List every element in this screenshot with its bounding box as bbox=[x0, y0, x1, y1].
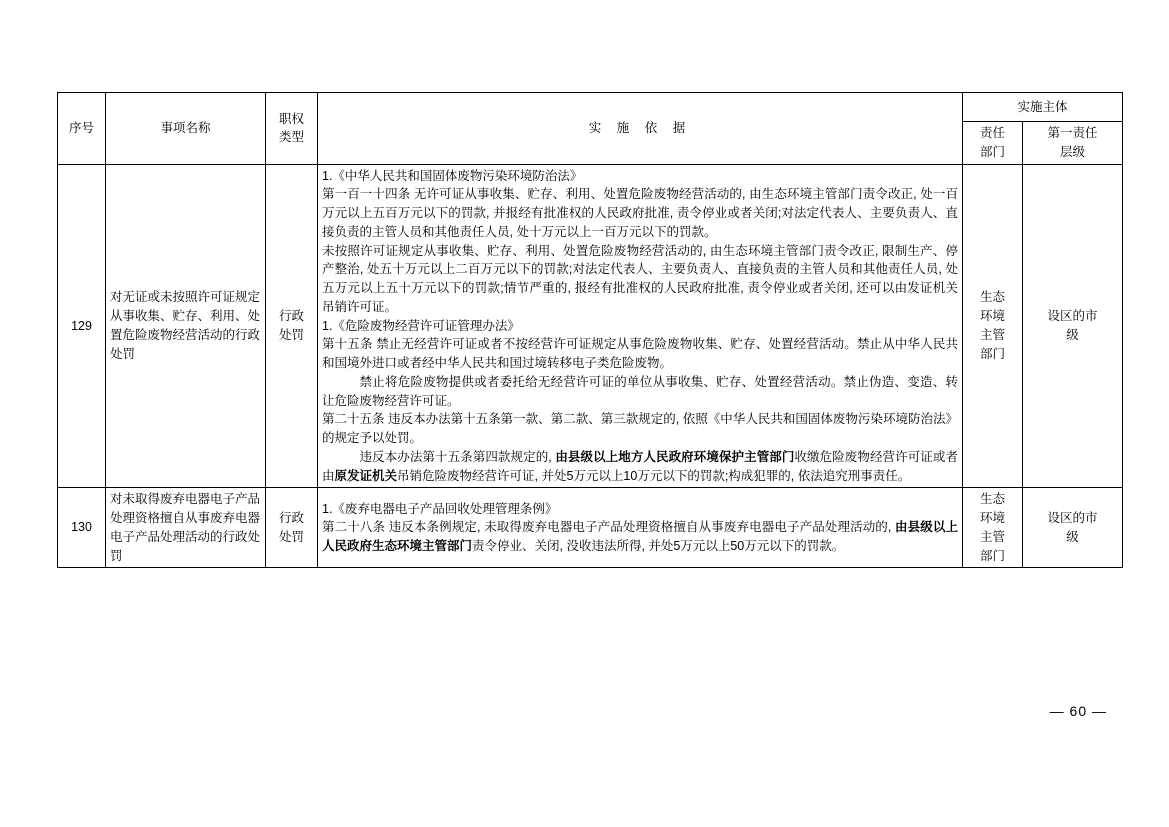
basis-text: 第十五条 禁止无经营许可证或者不按经营许可证规定从事危险废物收集、贮存、处置经营活动。禁止从中华人民共和国境外进口或者经中华人民共和国过境转移电子类危险废物。 bbox=[322, 337, 958, 370]
basis-paragraph bbox=[322, 448, 958, 486]
basis-text: 未按照许可证规定从事收集、贮存、利用、处置危险废物经营活动的, 由生态环境主管部门责令改正, 限制生产、停产整治, 处五十万元以上二百万元以下的罚款;对法定代表人、主要负责人、直接负责的主管人员和其他责任人员, 处五万元以上五十万元以下的罚款;情节严重的, 报经有批准权的人民政府批准, 责令停业或者关闭, 还可以由发证机关吊销许可证。 bbox=[322, 243, 958, 314]
page-number: — 60 — bbox=[1049, 703, 1107, 719]
row-power-type bbox=[266, 488, 318, 568]
row-dept-line: 主管 bbox=[979, 529, 1005, 544]
basis-text-emphasis: 由县级以上人民政府生态环境主管部门 bbox=[322, 520, 958, 554]
header-basis-label: 实 施 依 据 bbox=[588, 120, 692, 135]
header-level-line1: 第一责任 bbox=[1047, 126, 1098, 140]
basis-paragraph bbox=[322, 373, 958, 411]
header-power-type-line1: 职权 bbox=[278, 111, 304, 126]
row-power-type-line2: 处罚 bbox=[278, 529, 304, 544]
row-dept-line: 生态 bbox=[979, 492, 1005, 507]
header-responsible-department bbox=[963, 122, 1023, 165]
row-power-type-line2: 处罚 bbox=[278, 327, 304, 342]
table-header-row-1 bbox=[58, 93, 1123, 122]
basis-text: 责令停业、关闭, 没收违法所得, 并处5万元以上50万元以下的罚款。 bbox=[472, 539, 845, 554]
table-row bbox=[58, 488, 1123, 568]
row-dept-line: 环境 bbox=[979, 511, 1005, 525]
table-body bbox=[58, 164, 1123, 568]
row-item-name: 对未取得废弃电器电子产品处理资格擅自从事废弃电器电子产品处理活动的行政处罚 bbox=[106, 488, 266, 568]
header-dept-line1: 责任 bbox=[979, 126, 1005, 140]
basis-text: 1.《中华人民共和国固体废物污染环境防治法》 bbox=[322, 168, 583, 183]
basis-paragraph bbox=[322, 518, 958, 556]
row-dept-line: 环境 bbox=[979, 309, 1005, 324]
header-implementation-subject: 实施主体 bbox=[963, 93, 1123, 122]
row-responsible-department bbox=[963, 488, 1023, 568]
row-dept-line: 生态 bbox=[979, 290, 1005, 305]
basis-paragraph bbox=[322, 500, 958, 519]
basis-text-emphasis: 由县级以上地方人民政府环境保护主管部门 bbox=[555, 449, 795, 464]
basis-text: 吊销危险废物经营许可证, 并处5万元以上10万元以下的罚款;构成犯罪的, 依法追究刑事责任。 bbox=[397, 468, 911, 483]
row-level-line: 设区的市 bbox=[1047, 309, 1098, 324]
header-basis bbox=[318, 93, 963, 165]
basis-paragraph bbox=[322, 242, 958, 317]
basis-text: 第一百一十四条 无许可证从事收集、贮存、利用、处置危险废物经营活动的, 由生态环境主管部门责令改正, 处一百万元以上五百万元以下的罚款, 并报经有批准权的人民政府批准, 责令停业或者关闭;对法定代表人、主要负责人、直接负责的主管人员和其他责任人员, 处十万元以上一百万元以下的罚款。 bbox=[322, 187, 958, 239]
row-dept-line: 主管 bbox=[979, 327, 1005, 342]
table-row bbox=[58, 164, 1123, 488]
row-level-line: 级 bbox=[1066, 529, 1079, 544]
header-first-responsible-level bbox=[1023, 122, 1123, 165]
basis-paragraph bbox=[322, 317, 958, 336]
header-power-type-line2: 类型 bbox=[278, 130, 304, 145]
basis-paragraph bbox=[322, 167, 958, 186]
basis-text: 1.《危险废物经营许可证管理办法》 bbox=[322, 318, 520, 333]
row-implementation-basis bbox=[318, 164, 963, 488]
row-power-type-line1: 行政 bbox=[278, 511, 304, 525]
row-first-responsible-level bbox=[1023, 164, 1123, 488]
header-dept-line2: 部门 bbox=[979, 144, 1005, 159]
row-level-line: 设区的市 bbox=[1047, 511, 1098, 525]
row-sequence-number: 129 bbox=[58, 164, 106, 488]
basis-text-emphasis: 原发证机关 bbox=[334, 468, 398, 483]
row-power-type bbox=[266, 164, 318, 488]
basis-text: 违反本办法第十五条第四款规定的, bbox=[359, 449, 556, 464]
header-seq: 序号 bbox=[58, 93, 106, 165]
header-power-type bbox=[266, 93, 318, 165]
header-level-line2: 层级 bbox=[1060, 144, 1086, 159]
power-list-table bbox=[57, 92, 1123, 568]
basis-text: 收缴危险废物经营许可证或者由 bbox=[322, 449, 958, 483]
row-item-name: 对无证或未按照许可证规定从事收集、贮存、利用、处置危险废物经营活动的行政处罚 bbox=[106, 164, 266, 488]
row-dept-line: 部门 bbox=[979, 346, 1005, 361]
basis-text: 第二十五条 违反本办法第十五条第一款、第二款、第三款规定的, 依照《中华人民共和国固体废物污染环境防治法》的规定予以处罚。 bbox=[322, 412, 958, 445]
basis-text: 第二十八条 违反本条例规定, 未取得废弃电器电子产品处理资格擅自从事废弃电器电子产品处理活动的, bbox=[322, 520, 895, 535]
header-item-name: 事项名称 bbox=[106, 93, 266, 165]
row-sequence-number: 130 bbox=[58, 488, 106, 568]
row-implementation-basis bbox=[318, 488, 963, 568]
row-first-responsible-level bbox=[1023, 488, 1123, 568]
row-power-type-line1: 行政 bbox=[278, 309, 304, 324]
basis-text: 1.《废弃电器电子产品回收处理管理条例》 bbox=[322, 501, 558, 516]
basis-paragraph bbox=[322, 410, 958, 448]
basis-text: 禁止将危险废物提供或者委托给无经营许可证的单位从事收集、贮存、处置经营活动。禁止伪造、变造、转让危险废物经营许可证。 bbox=[322, 374, 958, 408]
basis-paragraph bbox=[322, 335, 958, 373]
row-dept-line: 部门 bbox=[979, 548, 1005, 563]
basis-paragraph bbox=[322, 185, 958, 241]
row-level-line: 级 bbox=[1066, 327, 1079, 342]
row-responsible-department bbox=[963, 164, 1023, 488]
